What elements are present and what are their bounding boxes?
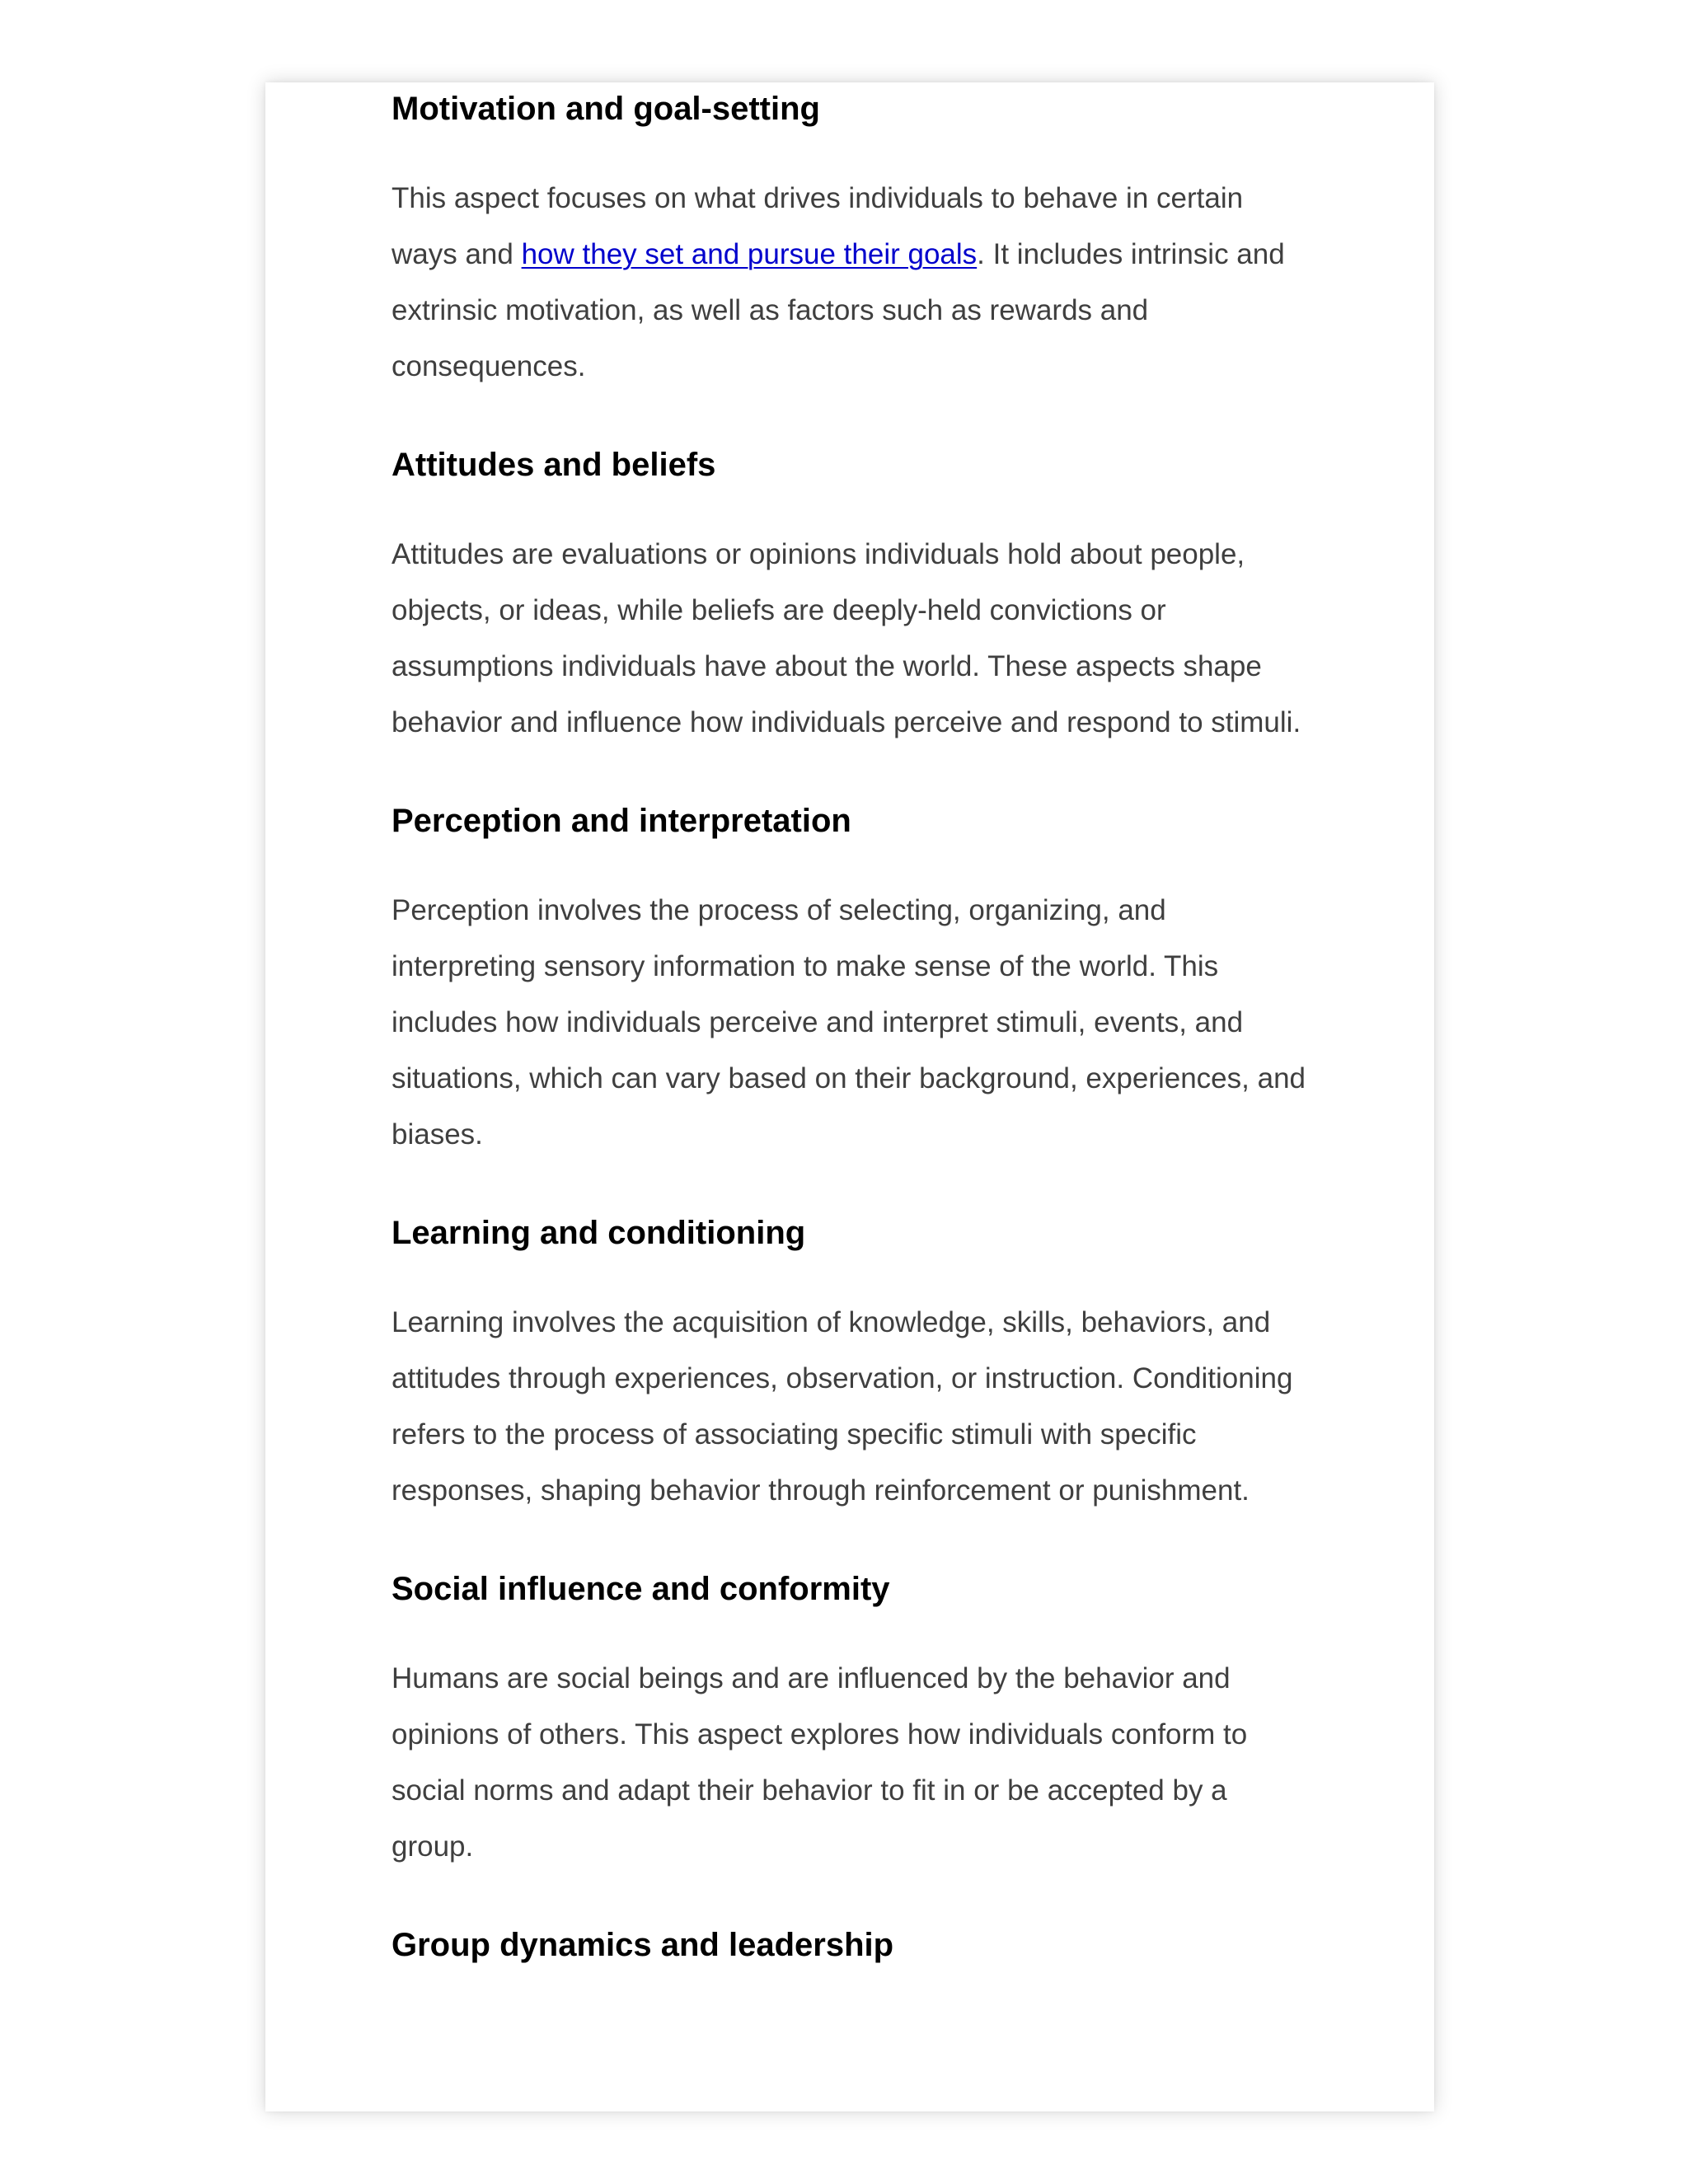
section-paragraph: Humans are social beings and are influenced by the behavior and opinions of others. This aspect explores how individuals conform to social norms and adapt their behavior to fit in or be accepted by a group.: [392, 1662, 1248, 1863]
section-motivation: [392, 82, 1308, 395]
paragraph-text: This aspect focuses on what drives individuals to behave in certain ways and: [392, 182, 1244, 270]
section-perception: [392, 804, 1308, 1163]
section-social-influence: [392, 1572, 1308, 1875]
section-heading: Attitudes and beliefs: [392, 447, 716, 483]
section-heading: Perception and interpretation: [392, 803, 851, 839]
goals-link[interactable]: how they set and pursue their goals: [521, 238, 978, 270]
section-heading: Social influence and conformity: [392, 1571, 890, 1607]
section-paragraph: [392, 171, 1308, 395]
section-paragraph: Learning involves the acquisition of knowledge, skills, behaviors, and attitudes through experiences, observation, or instruction. Conditioning refers to the process of associating specific stimuli with specific responses, shaping behavior through reinforcement or punishment.: [392, 1306, 1293, 1507]
section-group-dynamics: [392, 1929, 1308, 1961]
document-page: [265, 82, 1434, 2111]
section-heading: Learning and conditioning: [392, 1215, 806, 1251]
section-paragraph: Perception involves the process of selecting, organizing, and interpreting sensory information to make sense of the world. This includes how individuals perceive and interpret stimuli, events, and situations, which can vary based on their background, experiences, and biases.: [392, 894, 1306, 1151]
section-attitudes: [392, 448, 1308, 751]
section-learning: [392, 1216, 1308, 1519]
section-paragraph: Attitudes are evaluations or opinions individuals hold about people, objects, or ideas, while beliefs are deeply-held convictions or assumptions individuals have about the world. These aspects shape behavior and influence how individuals perceive and respond to stimuli.: [392, 538, 1301, 738]
paragraph-text: . It includes intrinsic and extrinsic motivation, as well as factors such as rewards and consequences.: [392, 238, 1285, 382]
section-heading: Motivation and goal-setting: [392, 91, 820, 127]
section-heading: Group dynamics and leadership: [392, 1927, 894, 1963]
document-content: [392, 82, 1308, 1961]
